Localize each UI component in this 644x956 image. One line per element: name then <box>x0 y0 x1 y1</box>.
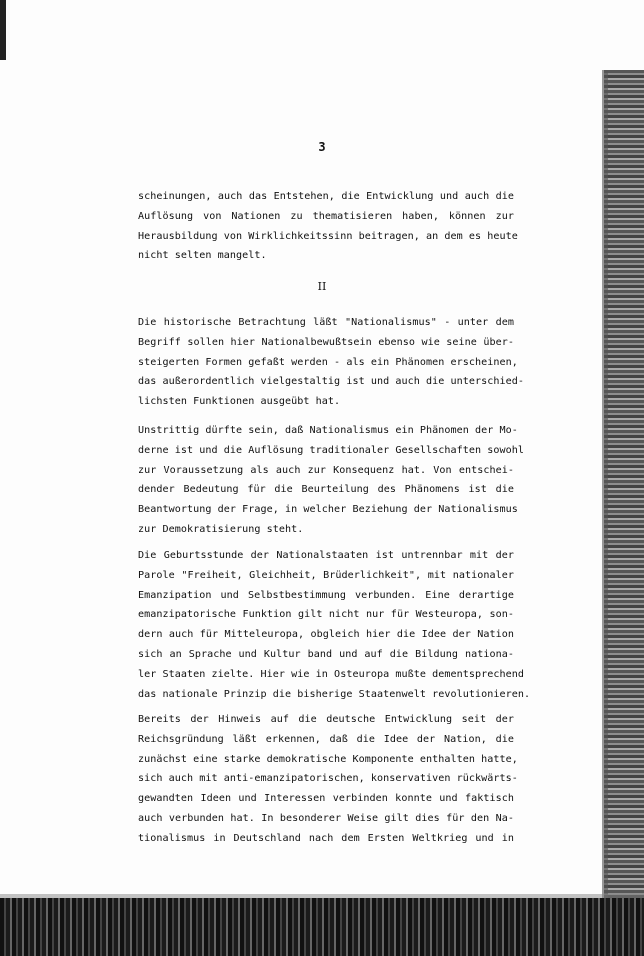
text-line: dender Bedeutung für die Beurteilung des Phänomens ist die <box>138 484 514 496</box>
paragraph-2 <box>138 313 524 412</box>
text-line: Emanzipation und Selbstbestimmung verbunden. Eine derartige <box>138 589 514 601</box>
text-line: dern auch für Mitteleuropa, obgleich hier die Idee der Nation <box>138 629 514 641</box>
paragraph-5 <box>138 710 518 849</box>
text-line: zunächst eine starke demokratische Komponente enthalten hatte, <box>138 753 518 765</box>
scan-edge-right <box>604 70 644 900</box>
text-line: zur Voraussetzung als auch zur Konsequenz hat. Von entschei- <box>138 464 514 476</box>
text-line: sich an Sprache und Kultur band und auf die Bildung nationa- <box>138 648 514 660</box>
text-line: lichsten Funktionen ausgeübt hat. <box>138 396 341 408</box>
section-numeral: II <box>317 280 327 293</box>
text-line: das außerordentlich vielgestaltig ist und auch die unterschied- <box>138 376 524 388</box>
page-number: 3 <box>318 140 326 154</box>
text-line: Die historische Betrachtung läßt "Nationalismus" - unter dem <box>138 317 514 328</box>
text-line: Begriff sollen hier Nationalbewußtsein ebenso wie seine über- <box>138 336 514 348</box>
text-line: tionalismus in Deutschland nach dem Ersten Weltkrieg und in <box>138 832 514 844</box>
text-line: Auflösung von Nationen zu thematisieren haben, können zur <box>138 210 514 222</box>
text-line: Die Geburtsstunde der Nationalstaaten ist untrennbar mit der <box>138 550 514 561</box>
text-line: zur Demokratisierung steht. <box>138 523 304 535</box>
text-line: emanzipatorische Funktion gilt nicht nur für Westeuropa, son- <box>138 609 514 621</box>
text-line: Herausbildung von Wirklichkeitssinn beitragen, an dem es heute <box>138 230 518 242</box>
text-line: derne ist und die Auflösung traditionaler Gesellschaften sowohl <box>138 444 524 456</box>
text-line: steigerten Formen gefaßt werden - als ein Phänomen erscheinen, <box>138 356 518 368</box>
paragraph-1 <box>138 187 518 266</box>
text-line: Parole "Freiheit, Gleichheit, Brüderlichkeit", mit nationaler <box>138 569 514 581</box>
scan-edge-left <box>0 0 6 60</box>
text-line: gewandten Ideen und Interessen verbinden konnte und faktisch <box>138 793 514 805</box>
text-line: auch verbunden hat. In besonderer Weise gilt dies für den Na- <box>138 812 514 824</box>
scan-edge-bottom <box>0 898 644 956</box>
text-line: Bereits der Hinweis auf die deutsche Entwicklung seit der <box>138 714 514 725</box>
text-line: Unstrittig dürfte sein, daß Nationalismus ein Phänomen der Mo- <box>138 425 518 436</box>
text-line: das nationale Prinzip die bisherige Staatenwelt revolutionieren. <box>138 688 531 700</box>
scan-edge-right-shadow <box>602 70 608 900</box>
paragraph-4 <box>138 546 531 704</box>
text-line: sich auch mit anti-emanzipatorischen, konservativen rückwärts- <box>138 773 518 785</box>
text-line: scheinungen, auch das Entstehen, die Entwicklung und auch die <box>138 191 514 202</box>
paragraph-3 <box>138 421 524 540</box>
text-line: nicht selten mangelt. <box>138 250 267 262</box>
text-line: Beantwortung der Frage, in welcher Beziehung der Nationalismus <box>138 504 518 516</box>
text-line: Reichsgründung läßt erkennen, daß die Idee der Nation, die <box>138 733 514 745</box>
text-line: ler Staaten zielte. Hier wie in Osteuropa mußte dementsprechend <box>138 668 524 680</box>
